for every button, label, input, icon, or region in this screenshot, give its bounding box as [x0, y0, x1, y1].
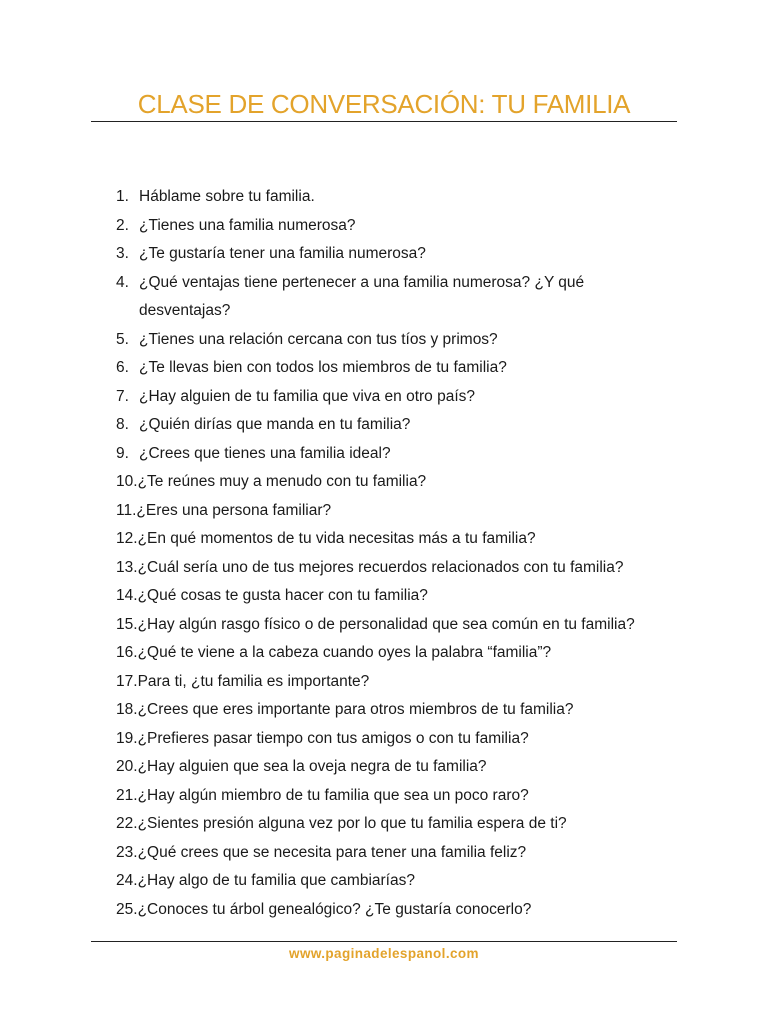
question-item: [116, 554, 676, 583]
question-item: [116, 240, 676, 269]
question-item: [116, 468, 676, 497]
question-number: 1.: [116, 188, 129, 205]
question-text: ¿Eres una persona familiar?: [136, 501, 332, 519]
question-number: 4.: [116, 273, 129, 291]
question-text: ¿En qué momentos de tu vida necesitas más a tu familia?: [137, 530, 536, 547]
question-item: [116, 867, 676, 896]
question-item: [116, 810, 676, 839]
question-text: ¿Crees que eres importante para otros miembros de tu familia?: [137, 701, 574, 718]
question-item: [116, 639, 676, 668]
question-number: 11.: [116, 501, 137, 519]
question-item: [116, 525, 676, 554]
question-text: ¿Te llevas bien con todos los miembros de tu familia?: [139, 359, 507, 376]
question-text: ¿Te reúnes muy a menudo con tu familia?: [137, 473, 427, 490]
question-item: [116, 668, 676, 697]
question-text: ¿Sientes presión alguna vez por lo que tu familia espera de ti?: [137, 815, 567, 832]
question-item: [116, 440, 676, 469]
question-number: 15.: [116, 615, 138, 633]
question-text: ¿Qué te viene a la cabeza cuando oyes la palabra “familia”?: [137, 644, 552, 661]
question-text: ¿Hay alguien de tu familia que viva en otro país?: [139, 387, 476, 405]
question-item: [116, 183, 676, 212]
question-item: [116, 326, 676, 355]
question-number: 2.: [116, 216, 129, 234]
question-number: 9.: [116, 444, 129, 462]
question-number: 22.: [116, 815, 138, 832]
question-item: [116, 383, 676, 412]
footer-divider: [91, 941, 677, 942]
question-number: 19.: [116, 729, 138, 747]
question-text: ¿Hay algún rasgo físico o de personalidad que sea común en tu familia?: [137, 615, 635, 633]
question-number: 21.: [116, 786, 138, 804]
question-number: 24.: [116, 872, 138, 889]
question-number: 17.: [116, 672, 138, 690]
question-number: 13.: [116, 558, 138, 576]
title-divider: [91, 121, 677, 122]
question-text: ¿Qué ventajas tiene pertenecer a una familia numerosa? ¿Y qué desventajas?: [139, 273, 585, 319]
question-item: [116, 782, 676, 811]
question-list: [116, 183, 676, 924]
question-number: 7.: [116, 387, 129, 405]
question-text: ¿Hay alguien que sea la oveja negra de tu familia?: [137, 758, 487, 775]
question-item: [116, 582, 676, 611]
question-item: [116, 839, 676, 868]
question-item: [116, 269, 676, 326]
question-number: 25.: [116, 900, 138, 918]
question-number: 12.: [116, 530, 138, 547]
question-text: ¿Te gustaría tener una familia numerosa?: [139, 245, 426, 262]
question-number: 23.: [116, 843, 138, 861]
question-item: [116, 896, 676, 925]
question-text: ¿Prefieres pasar tiempo con tus amigos o con tu familia?: [137, 729, 529, 747]
question-text: ¿Crees que tienes una familia ideal?: [139, 444, 391, 462]
question-text: ¿Conoces tu árbol genealógico? ¿Te gustaría conocerlo?: [137, 900, 532, 918]
question-number: 5.: [116, 330, 129, 348]
question-number: 14.: [116, 587, 138, 604]
question-number: 6.: [116, 359, 129, 376]
question-text: ¿Hay algún miembro de tu familia que sea un poco raro?: [137, 786, 529, 804]
question-number: 18.: [116, 701, 138, 718]
question-item: [116, 497, 676, 526]
question-item: [116, 753, 676, 782]
question-text: ¿Cuál sería uno de tus mejores recuerdos relacionados con tu familia?: [137, 558, 624, 576]
question-item: [116, 411, 676, 440]
question-item: [116, 354, 676, 383]
page-title: CLASE DE CONVERSACIÓN: TU FAMILIA: [137, 89, 631, 119]
question-item: [116, 725, 676, 754]
question-item: [116, 611, 676, 640]
question-item: [116, 212, 676, 241]
question-text: ¿Quién dirías que manda en tu familia?: [139, 416, 411, 433]
question-text: ¿Qué crees que se necesita para tener una familia feliz?: [137, 843, 527, 861]
question-text: ¿Tienes una relación cercana con tus tíos y primos?: [139, 330, 498, 348]
question-text: Háblame sobre tu familia.: [139, 188, 315, 205]
question-text: ¿Tienes una familia numerosa?: [139, 216, 356, 234]
question-number: 16.: [116, 644, 138, 661]
question-text: ¿Hay algo de tu familia que cambiarías?: [137, 872, 415, 889]
question-number: 20.: [116, 758, 138, 775]
footer-link[interactable]: www.paginadelespanol.com: [289, 946, 479, 961]
question-item: [116, 696, 676, 725]
question-text: Para ti, ¿tu familia es importante?: [137, 672, 370, 690]
question-number: 8.: [116, 416, 129, 433]
question-number: 10.: [116, 473, 138, 490]
question-text: ¿Qué cosas te gusta hacer con tu familia?: [137, 587, 428, 604]
question-number: 3.: [116, 245, 129, 262]
